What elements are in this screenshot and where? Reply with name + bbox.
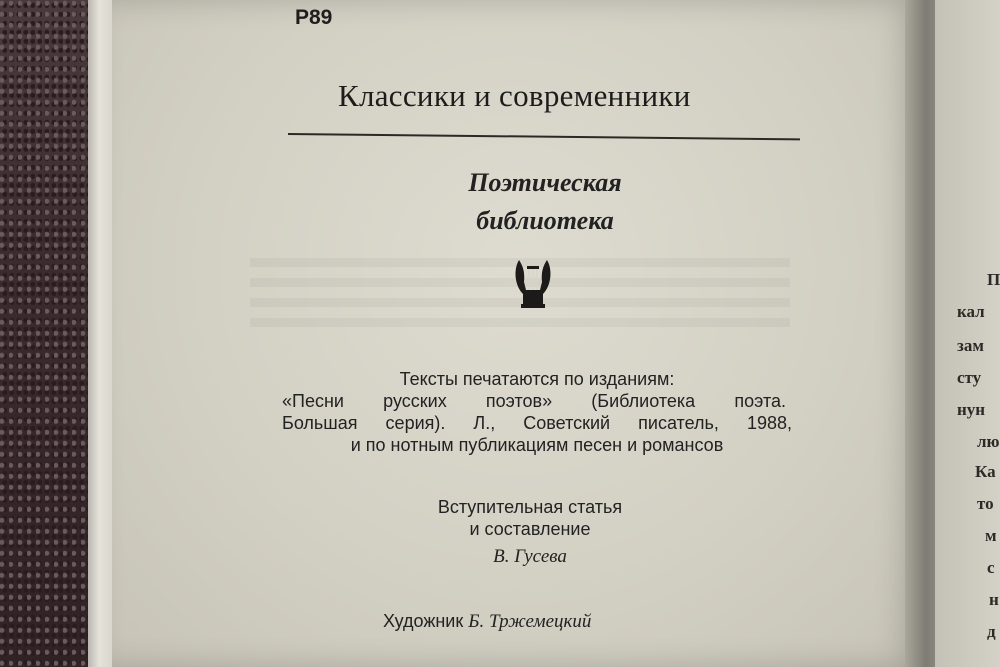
subseries-line: библиотека — [476, 206, 614, 235]
facing-page-fragment: лю — [977, 432, 1000, 451]
facing-page-fragment: П — [987, 270, 1000, 289]
facing-page-fragment: д — [987, 622, 996, 641]
sources-line: Тексты печатаются по изданиям: — [399, 369, 675, 389]
artist-name: Б. Тржемецкий — [468, 611, 592, 632]
series-title: Классики и современники — [338, 78, 691, 113]
classification-code: Р89 — [295, 6, 333, 29]
facing-page-fragment: нун — [957, 400, 986, 419]
facing-page-fragment: с — [987, 558, 995, 577]
sources-line: «Песни русских поэтов» (Библиотека поэта. — [282, 391, 786, 411]
facing-page — [935, 0, 1000, 667]
facing-page-fragment: зам — [957, 336, 984, 355]
artist-credit — [383, 610, 703, 633]
facing-page-fragment: м — [985, 526, 997, 545]
facing-page-fragment: н — [989, 590, 999, 609]
intro-line: и составление — [469, 519, 591, 539]
facing-page-fragment: кал — [957, 302, 985, 321]
subseries-line: Поэтическая — [468, 168, 622, 197]
intro-line: Вступительная статья — [437, 497, 623, 517]
sources-line: Большая серия). Л., Советский писатель, 1988, — [282, 413, 792, 433]
subseries-title — [440, 164, 650, 240]
sources-line: и по нотным публикациям песен и романсов — [350, 435, 724, 455]
facing-page-fragment: то — [977, 494, 994, 513]
facing-page-fragment: сту — [957, 368, 982, 387]
lyre-icon — [513, 256, 553, 310]
intro-credit — [380, 496, 680, 568]
intro-author: В. Гусева — [493, 546, 567, 567]
sources-note — [282, 368, 792, 456]
facing-page-fragment: Ка — [975, 462, 996, 481]
artist-label: Художник — [383, 611, 464, 631]
